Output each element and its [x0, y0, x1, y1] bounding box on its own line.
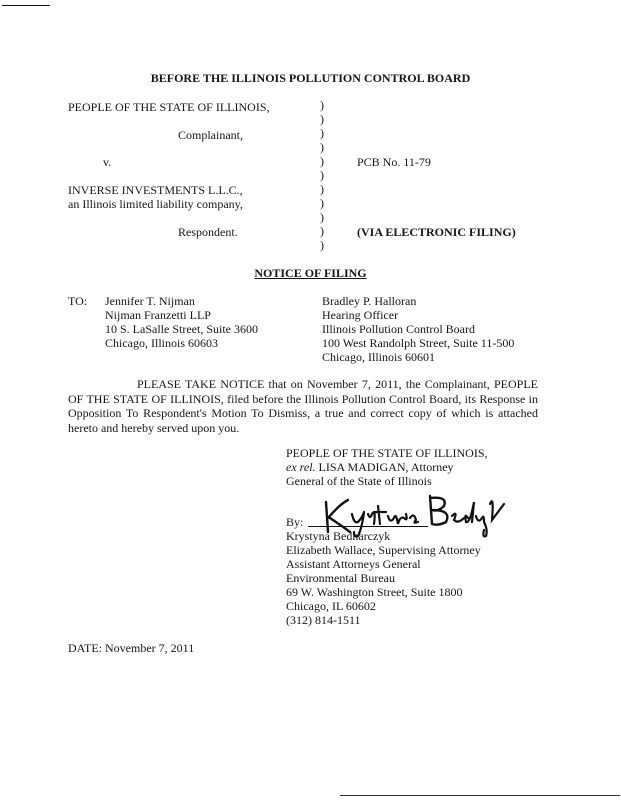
sig-attorney — [286, 460, 454, 474]
case-number: PCB No. 11-79 — [357, 155, 431, 169]
recipient-1 — [105, 294, 258, 350]
recipient-line: Jennifer T. Nijman — [105, 294, 195, 308]
recipient-line: 100 West Randolph Street, Suite 11-500 — [322, 336, 515, 350]
signer-line: Krystyna Bednarczyk — [286, 529, 391, 543]
signer-block — [286, 529, 481, 627]
bracket: ) — [320, 126, 324, 140]
defendant-description: an Illinois limited liability company, — [68, 197, 243, 211]
date-line: DATE: November 7, 2011 — [68, 641, 195, 655]
attorney-name: LISA MADIGAN, Attorney — [318, 460, 454, 474]
bracket: ) — [320, 210, 324, 224]
bracket: ) — [320, 196, 324, 210]
caption-brackets — [320, 98, 330, 252]
recipient-line: Illinois Pollution Control Board — [322, 322, 476, 336]
to-label: TO: — [68, 294, 88, 308]
recipient-line: Chicago, Illinois 60601 — [322, 350, 435, 364]
bracket: ) — [320, 154, 324, 168]
scan-mark-bottom — [340, 795, 620, 796]
signer-line: Environmental Bureau — [286, 571, 395, 585]
versus: v. — [103, 155, 112, 169]
bracket: ) — [320, 182, 324, 196]
plaintiff-name: PEOPLE OF THE STATE OF ILLINOIS, — [68, 100, 270, 114]
bracket: ) — [320, 168, 324, 182]
recipient-line: Nijman Franzetti LLP — [105, 308, 211, 322]
recipient-line: 10 S. LaSalle Street, Suite 3600 — [105, 322, 258, 336]
filing-method: (VIA ELECTRONIC FILING) — [357, 225, 516, 239]
signer-line: Elizabeth Wallace, Supervising Attorney — [286, 543, 481, 557]
recipient-line: Chicago, Illinois 60603 — [105, 336, 218, 350]
bracket: ) — [320, 238, 324, 252]
notice-title: NOTICE OF FILING — [254, 266, 367, 280]
bracket: ) — [320, 224, 324, 238]
sig-attorney-line2: General of the State of Illinois — [286, 474, 432, 488]
sig-party: PEOPLE OF THE STATE OF ILLINOIS, — [286, 446, 488, 460]
ex-rel: ex rel. — [286, 460, 316, 474]
recipient-line: Hearing Officer — [322, 308, 399, 322]
bracket: ) — [320, 112, 324, 126]
signer-line: Chicago, IL 60602 — [286, 599, 376, 613]
recipient-2 — [322, 294, 514, 364]
defendant-name: INVERSE INVESTMENTS L.L.C., — [68, 183, 243, 197]
notice-body: PLEASE TAKE NOTICE that on November 7, 2011, the Complainant, PEOPLE OF THE STATE OF ILLINOIS, filed before the Illinois Pollution Control Board, its Response in Opposition To Respondent's Motion To Dismiss, a true and correct copy of which is attached hereto and hereby served upon you. — [68, 377, 538, 435]
signer-line: Assistant Attorneys General — [286, 557, 421, 571]
defendant-role: Respondent. — [178, 225, 238, 239]
recipient-line: Bradley P. Halloran — [322, 294, 417, 308]
court-title: BEFORE THE ILLINOIS POLLUTION CONTROL BOARD — [150, 71, 471, 85]
plaintiff-role: Complainant, — [178, 128, 243, 142]
by-label: By: — [286, 515, 304, 529]
signer-line: 69 W. Washington Street, Suite 1800 — [286, 585, 463, 599]
bracket: ) — [320, 140, 324, 154]
scan-mark-top — [2, 5, 50, 6]
signer-line: (312) 814-1511 — [286, 613, 361, 627]
bracket: ) — [320, 98, 324, 112]
